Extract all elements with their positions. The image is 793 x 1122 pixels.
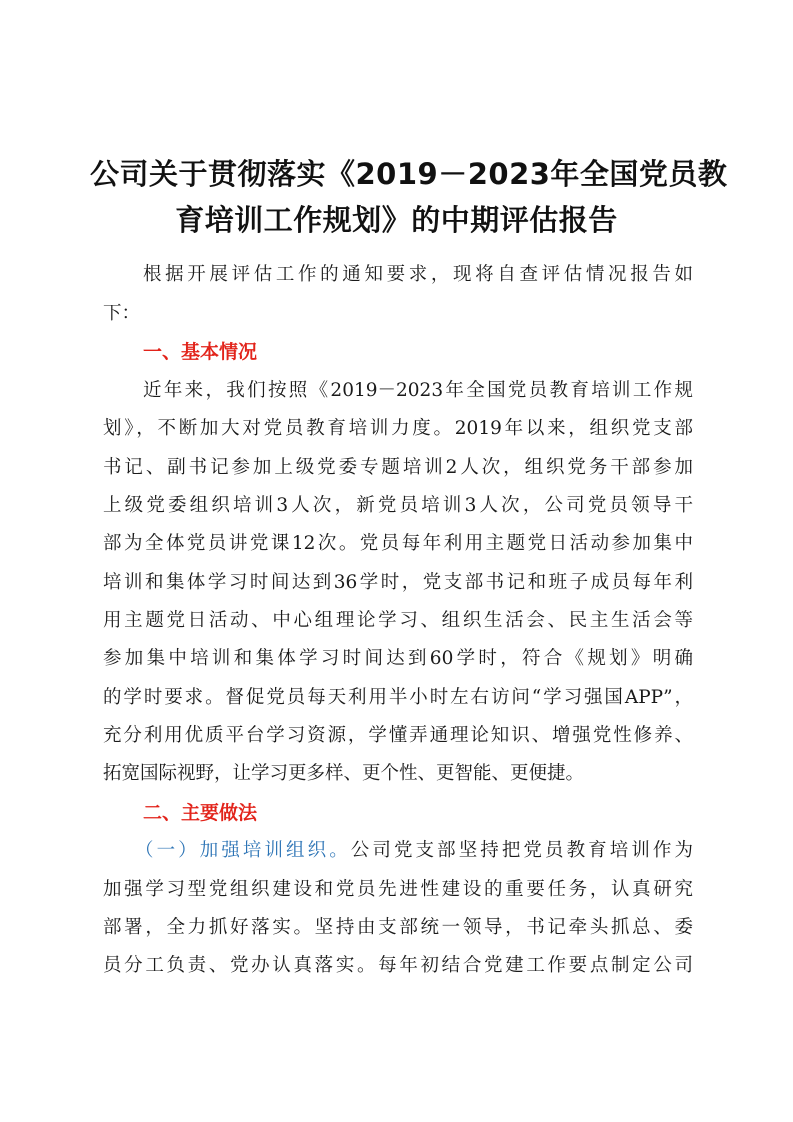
section1-paragraph-line: 充分利用优质平台学习资源，学懂弄通理论知识、增强党性修养、 <box>103 725 693 746</box>
section1-paragraph-line: 用主题党日活动、中心组理论学习、组织生活会、民主生活会等 <box>103 610 693 631</box>
section1-paragraph-line: 的学时要求。督促党员每天利用半小时左右访问“学习强国APP”， <box>103 687 693 708</box>
section2-paragraph-line: 员分工负责、党办认真落实。每年初结合党建工作要点制定公司 <box>103 955 693 976</box>
intro-paragraph-line: 下： <box>103 303 141 324</box>
section-heading-main-practices: 二、主要做法 <box>143 802 258 824</box>
section1-paragraph-line: 近年来，我们按照《2019－2023年全国党员教育培训工作规 <box>143 380 693 401</box>
section1-paragraph-line: 培训和集体学习时间达到36学时，党支部书记和班子成员每年利 <box>103 572 693 593</box>
section1-paragraph-line: 拓宽国际视野，让学习更多样、更个性、更智能、更便捷。 <box>103 763 585 784</box>
sub-heading-strengthen-training: （一）加强培训组织。 <box>135 840 351 861</box>
document-title-line-2: 育培训工作规划》的中期评估报告 <box>175 203 618 237</box>
section2-paragraph-line: 部署，全力抓好落实。坚持由支部统一领导，书记牵头抓总、委 <box>103 917 693 938</box>
section1-paragraph-line: 部为全体党员讲党课12次。党员每年利用主题党日活动参加集中 <box>103 533 693 554</box>
section-heading-basic-situation: 一、基本情况 <box>143 341 258 363</box>
intro-paragraph-line: 根据开展评估工作的通知要求，现将自查评估情况报告如 <box>143 264 693 285</box>
section1-paragraph-line: 参加集中培训和集体学习时间达到60学时，符合《规划》明确 <box>103 648 693 669</box>
section2-sub1-first-line <box>135 839 693 863</box>
section1-paragraph-line: 上级党委组织培训3人次，新党员培训3人次，公司党员领导干 <box>103 495 693 516</box>
section1-paragraph-line: 划》，不断加大对党员教育培训力度。2019年以来，组织党支部 <box>103 418 693 439</box>
document-title-line-1: 公司关于贯彻落实《2019－2023年全国党员教 <box>90 157 728 191</box>
section2-paragraph-text: 公司党支部坚持把党员教育培训作为 <box>350 840 693 861</box>
section2-paragraph-line: 加强学习型党组织建设和党员先进性建设的重要任务，认真研究 <box>103 879 693 900</box>
section1-paragraph-line: 书记、副书记参加上级党委专题培训2人次，组织党务干部参加 <box>103 457 693 478</box>
